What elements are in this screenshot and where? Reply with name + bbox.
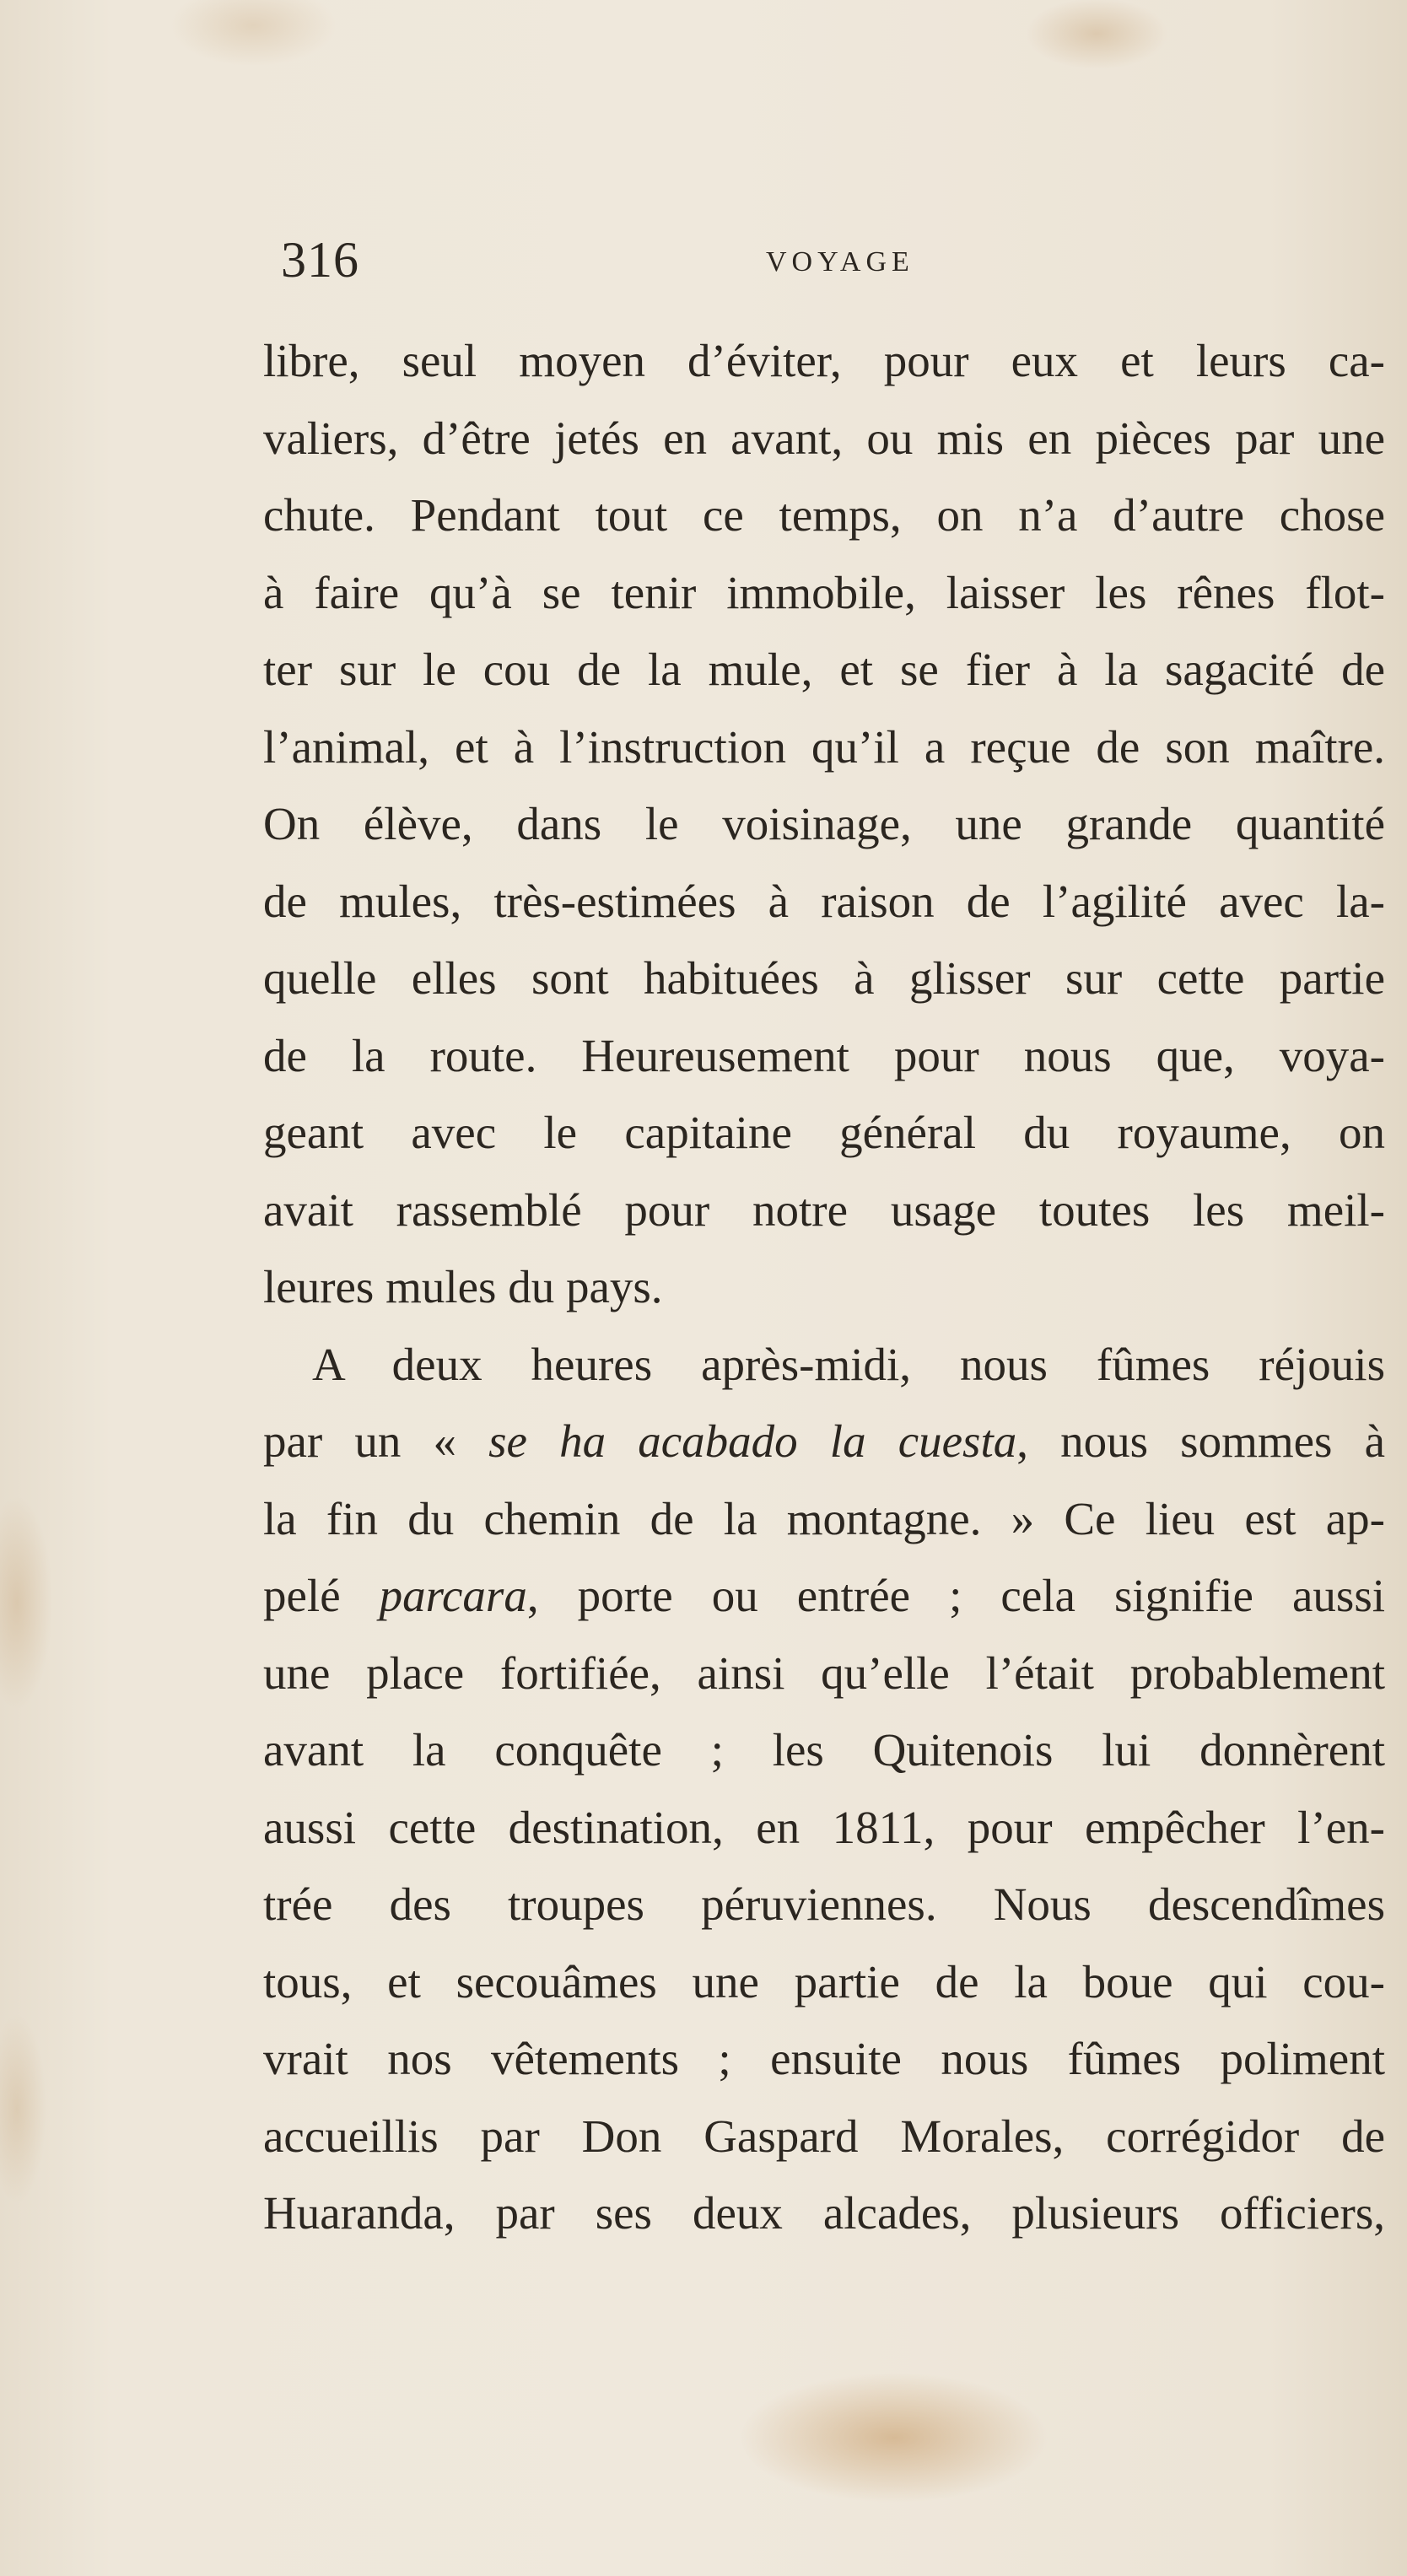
- italic-phrase: se ha acabado la cuesta: [488, 1415, 1017, 1467]
- text-line: de la route. Heureusement pour nous que, voya-: [263, 1029, 1385, 1081]
- text-line: la fin du chemin de la montagne. » Ce lieu est ap-: [263, 1492, 1385, 1544]
- text-line: leures mules du pays.: [263, 1261, 663, 1312]
- text-line: chute. Pendant tout ce temps, on n’a d’autre chose: [263, 489, 1385, 541]
- text-line: valiers, d’être jetés en avant, ou mis en pièces par une: [263, 412, 1385, 464]
- text-line: de mules, très-estimées à raison de l’agilité avec la-: [263, 875, 1385, 927]
- body-text: [263, 322, 1385, 2252]
- text-line: accueillis par Don Gaspard Morales, corrégidor de: [263, 2110, 1385, 2162]
- text-line: par un « se ha acabado la cuesta, nous sommes à: [263, 1415, 1385, 1467]
- text-line: à faire qu’à se tenir immobile, laisser les rênes flot-: [263, 566, 1385, 618]
- text-line: trée des troupes péruviennes. Nous descendîmes: [263, 1878, 1385, 1930]
- text-line: quelle elles sont habituées à glisser sur cette partie: [263, 952, 1385, 1004]
- text-line: Huaranda, par ses deux alcades, plusieurs officiers,: [263, 2187, 1385, 2239]
- text-line: libre, seul moyen d’éviter, pour eux et leurs ca-: [263, 335, 1385, 386]
- text-line: l’animal, et à l’instruction qu’il a reçue de son maître.: [263, 720, 1385, 773]
- text-line: avant la conquête ; les Quitenois lui donnèrent: [263, 1724, 1385, 1776]
- text-line: A deux heures après-midi, nous fûmes réjouis: [312, 1338, 1385, 1390]
- page-number: 316: [281, 232, 359, 288]
- running-head: [281, 226, 1377, 294]
- text-line: aussi cette destination, en 1811, pour empêcher l’en-: [263, 1801, 1385, 1853]
- text-line: pelé parcara, porte ou entrée ; cela signifie aussi: [263, 1570, 1385, 1621]
- text-line: tous, et secouâmes une partie de la boue qui cou-: [263, 1955, 1385, 2007]
- text-line: geant avec le capitaine général du royaume, on: [263, 1107, 1385, 1158]
- text-line: une place fortifiée, ainsi qu’elle l’était probablement: [263, 1646, 1385, 1699]
- text-line: avait rassemblé pour notre usage toutes les meil-: [263, 1183, 1385, 1236]
- text-line: ter sur le cou de la mule, et se fier à la sagacité de: [263, 644, 1385, 695]
- text-line: vrait nos vêtements ; ensuite nous fûmes poliment: [263, 2033, 1385, 2084]
- text-line: On élève, dans le voisinage, une grande quantité: [263, 798, 1385, 849]
- italic-word: parcara: [379, 1570, 527, 1621]
- running-title: VOYAGE: [766, 246, 914, 278]
